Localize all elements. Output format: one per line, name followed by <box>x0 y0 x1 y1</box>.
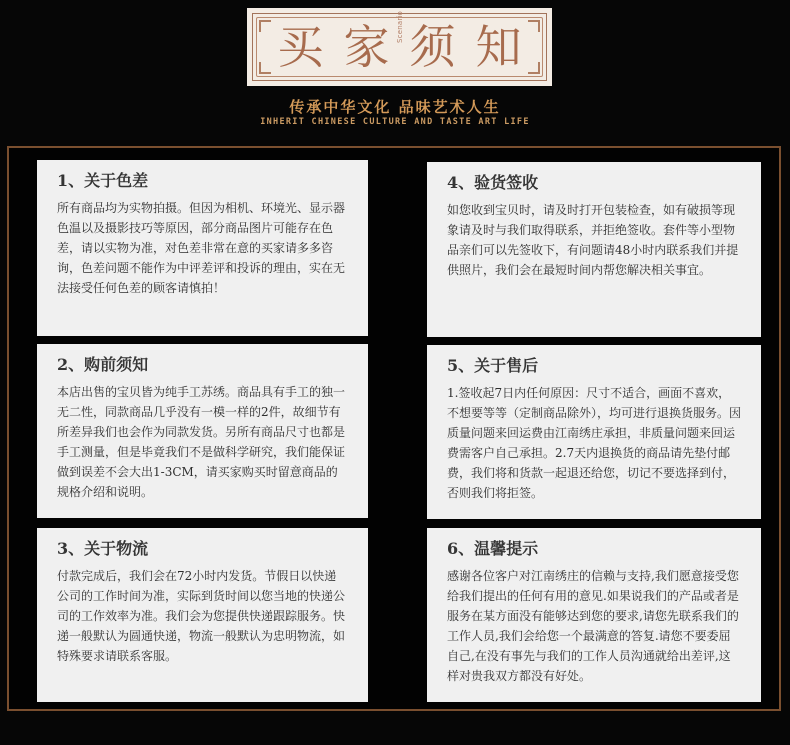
card-title: 6、温馨提示 <box>447 539 539 558</box>
card-body: 本店出售的宝贝皆为纯手工苏绣。商品具有手工的独一无二性，同款商品几乎没有一模一样的2件，故细节有所差异我们也会作为同款发货。另所有商品尺寸也都是手工测量，但是毕竟我们不是做科学研究，我们能保证做到误差不会大出1-3CM，请买家购买时留意商品的规格介绍和说明。 <box>57 384 346 499</box>
notice-card-pre-purchase <box>37 344 368 518</box>
title-char: 买 <box>277 20 324 74</box>
subtitle-english: INHERIT CHINESE CULTURE AND TASTE ART LIFE <box>260 117 530 127</box>
card-title: 5、关于售后 <box>447 356 539 375</box>
title-char: 家 <box>343 20 390 74</box>
notice-card-inspection <box>427 162 761 337</box>
title-char: 须 <box>409 20 456 74</box>
card-title: 3、关于物流 <box>57 539 149 558</box>
header-title-badge <box>247 8 552 86</box>
card-title: 2、购前须知 <box>57 355 149 374</box>
notice-card-color-difference <box>37 160 368 336</box>
title-char: 知 <box>475 20 522 74</box>
card-body: 付款完成后，我们会在72小时内发货。节假日以快递公司的工作时间为准，实际到货时间以您当地的快递公司的工作效率为准。我们会为您提供快递跟踪服务。快递一般默认为圆通快递，物流一般默认为忠明物流，如特殊要求请联系客服。 <box>57 568 346 663</box>
notice-card-after-sales <box>427 345 761 519</box>
card-body: 如您收到宝贝时，请及时打开包装检查，如有破损等现象请及时与我们取得联系，并拒绝签收。套件等小型物品亲们可以先签收下，有问题请48小时内联系我们并提供照片，我们会在最短时间内帮您解决相关事宜。 <box>447 202 739 277</box>
subtitle-chinese: 传承中华文化 品味艺术人生 <box>289 98 501 116</box>
notice-card-logistics <box>37 528 368 702</box>
card-title: 4、验货签收 <box>447 173 539 192</box>
notice-card-reminder <box>427 528 761 702</box>
card-body: 1.签收起7日内任何原因：尺寸不适合，画面不喜欢，不想要等等（定制商品除外），均可进行退换货服务。因质量问题来回运费由江南绣庄承担，非质量问题来回运费需客户自己承担。2.7天内退换货的商品请先垫付邮费，我们将和货款一起退还给您，切记不要选择到付，否则我们将拒签。 <box>447 385 742 500</box>
card-body: 感谢各位客户对江南绣庄的信赖与支持,我们愿意接受您给我们提出的任何有用的意见.如果说我们的产品或者是服务在某方面没有能够达到您的要求,请您先联系我们的工作人员,我们会给您一个最满意的答复.请您不要委屈自己,在没有事先与我们的工作人员沟通就给出差评,这样对贵我双方都没有好处。 <box>447 568 739 683</box>
card-title: 1、关于色差 <box>57 171 149 190</box>
card-body: 所有商品均为实物拍摄。但因为相机、环境光、显示器色温以及摄影技巧等原因，部分商品图片可能存在色差，请以实物为准，对色差非常在意的买家请多多咨询，色差问题不能作为中评差评和投诉的理由，实在无法接受任何色差的顾客请慎拍！ <box>57 200 346 295</box>
header-small-label: Scenario <box>396 10 404 43</box>
